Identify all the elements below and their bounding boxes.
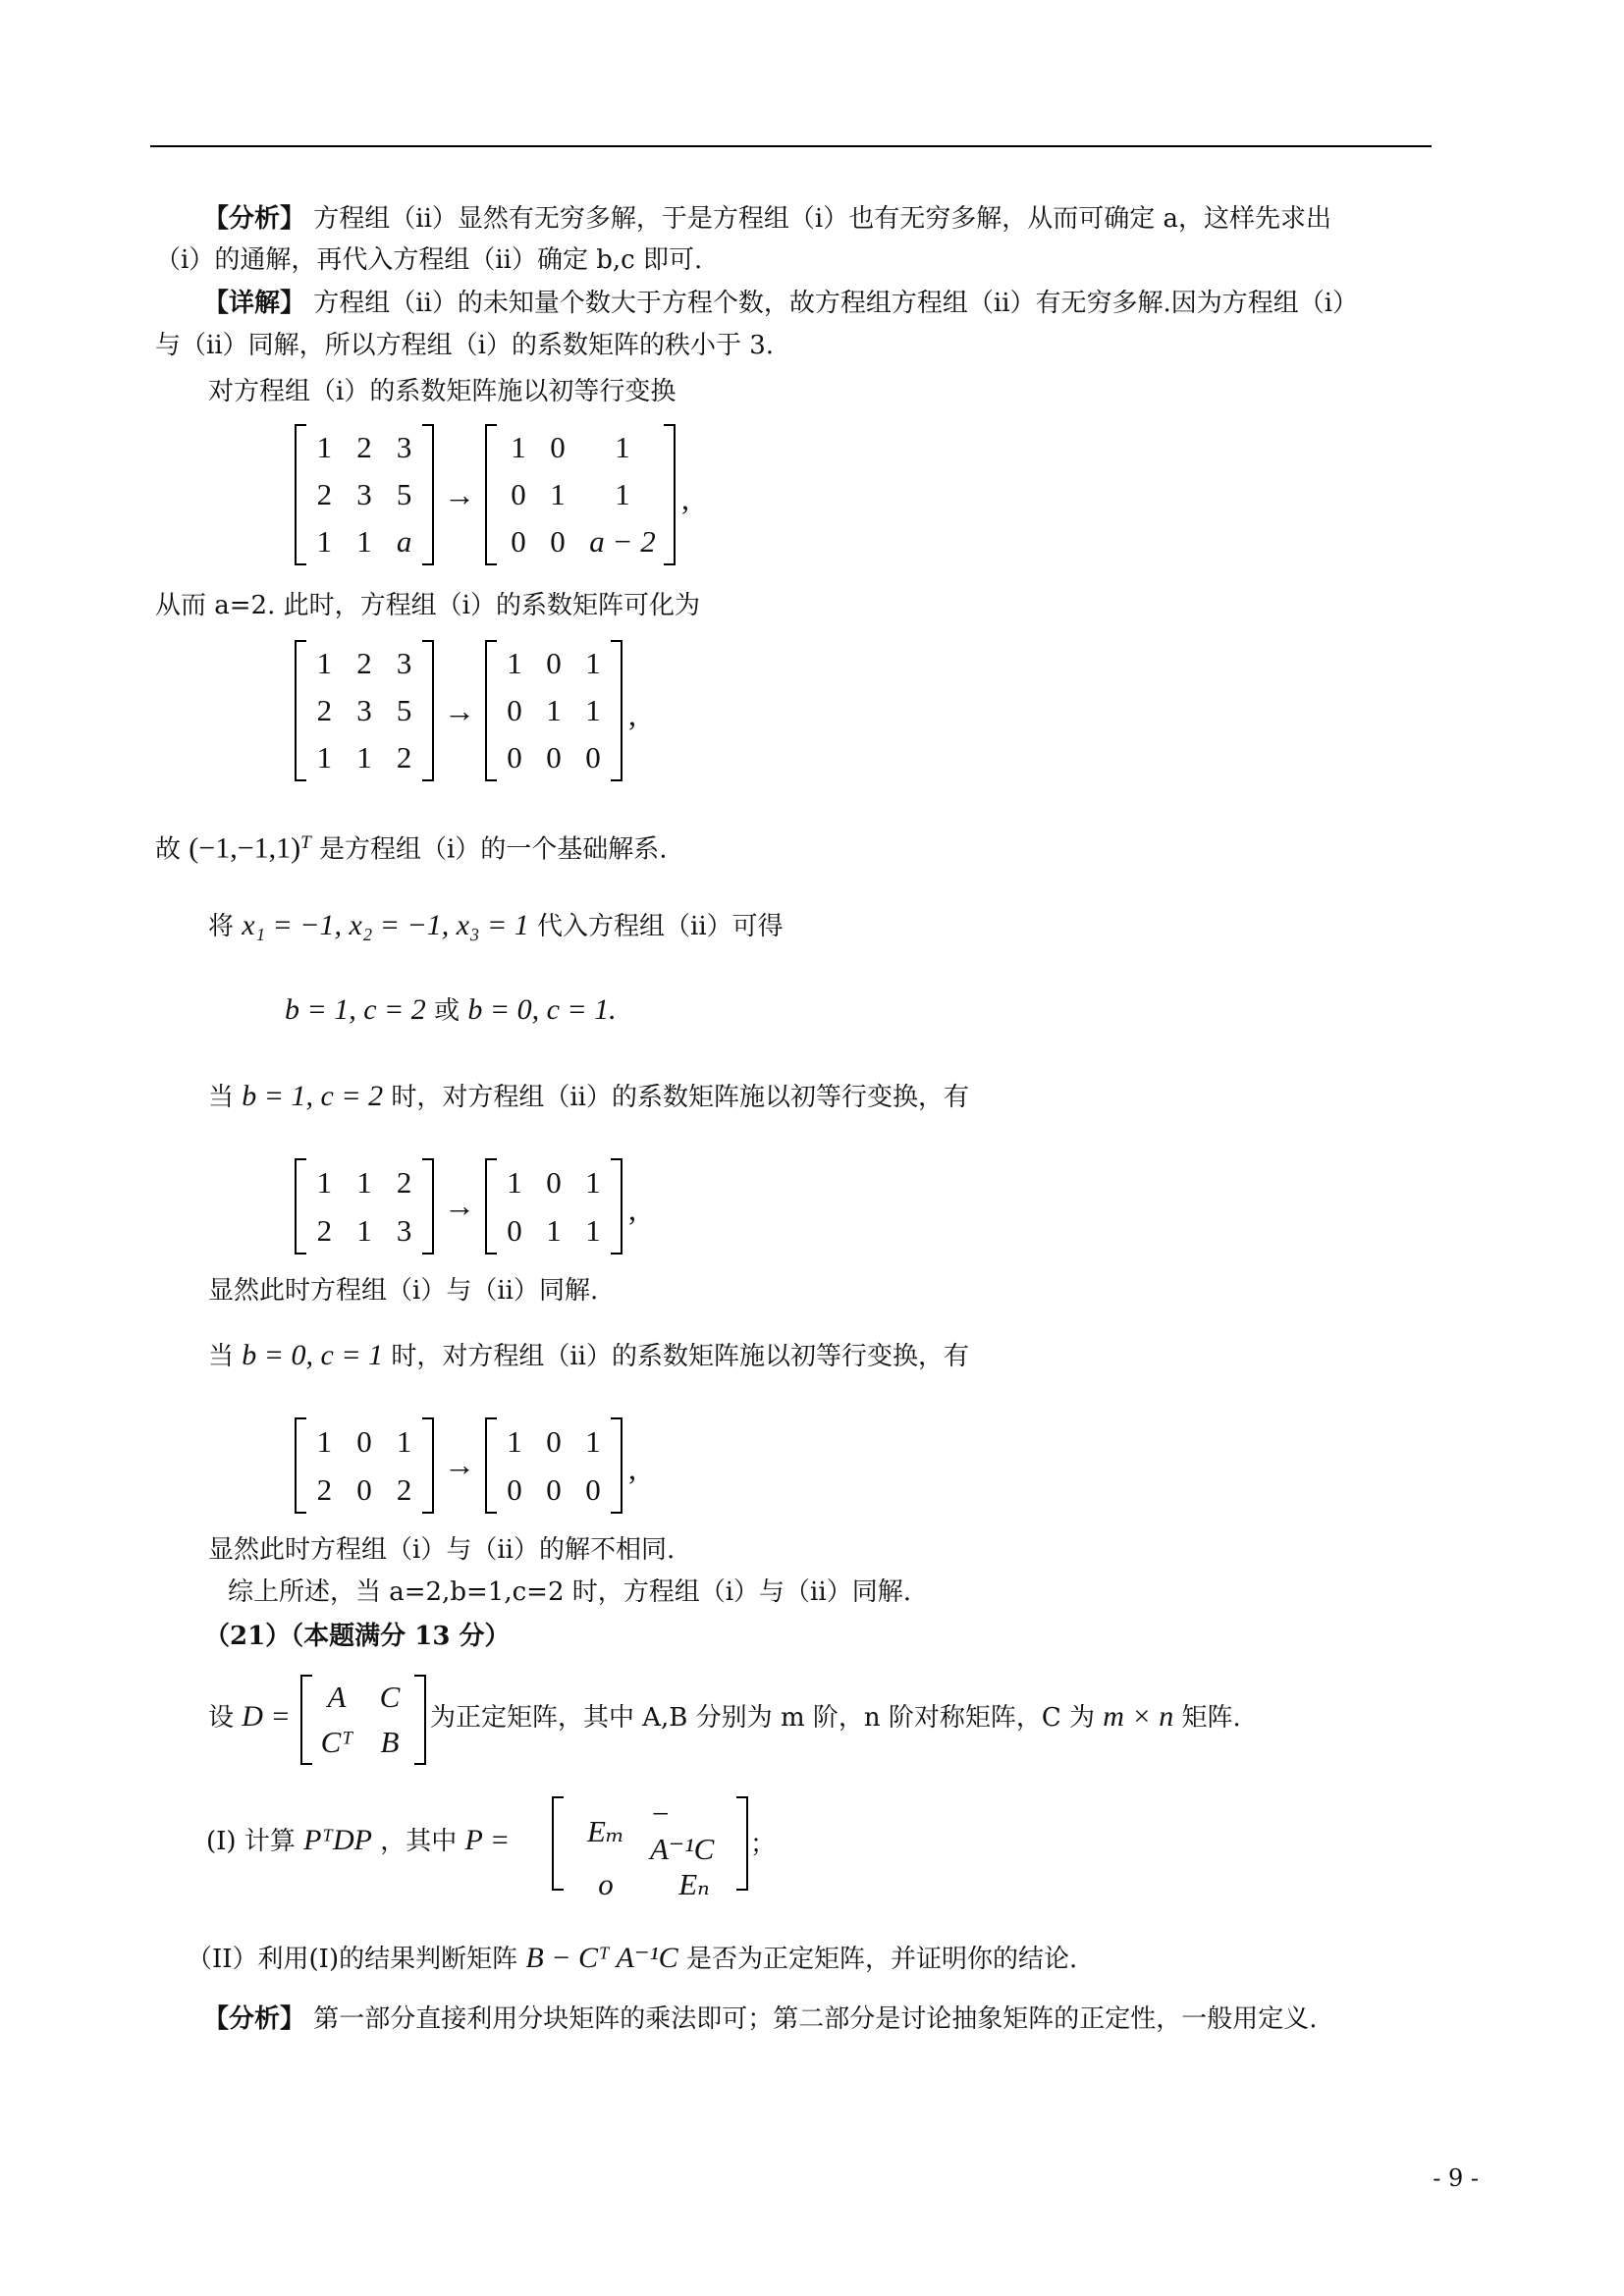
matrix-cell: 5 xyxy=(396,693,412,727)
case1-line xyxy=(208,1080,969,1114)
matrix-cell: a xyxy=(396,524,412,559)
basis-line xyxy=(155,827,668,867)
matrix-cell: Eₙ xyxy=(678,1867,710,1901)
substitution-math: x₁ = −1, x₂ = −1, x₃ = 1 xyxy=(242,909,529,941)
comma-m2: , xyxy=(628,697,636,732)
q21-part1-line xyxy=(206,1824,510,1858)
q21-D-label: D = xyxy=(242,1700,291,1733)
matrix-P xyxy=(552,1796,748,1901)
substitution-line xyxy=(208,909,784,943)
q21-part1-prefix: (I) 计算 xyxy=(206,1827,296,1856)
matrix-cell: B xyxy=(380,1725,400,1759)
case2-suffix: 时，对方程组（ii）的系数矩阵施以初等行变换，有 xyxy=(391,1342,969,1371)
matrix-cell: 0 xyxy=(507,693,522,727)
matrix-cell: 1 xyxy=(585,693,601,727)
matrix-cell: Eₘ xyxy=(587,1814,624,1848)
matrix-cell: 1 xyxy=(585,1423,601,1459)
matrix-cell: 0 xyxy=(585,1471,601,1507)
matrix-cell: 1 xyxy=(511,430,526,464)
q21-set-suffix-line xyxy=(430,1700,1241,1735)
matrix-cell: 3 xyxy=(396,646,412,680)
substitution-prefix: 将 xyxy=(208,912,235,941)
analysis2-text: 第一部分直接利用分块矩阵的乘法即可；第二部分是讨论抽象矩阵的正定性，一般用定义. xyxy=(313,2004,1318,2034)
q21-mn: m × n xyxy=(1103,1700,1174,1733)
matrix-cell: 0 xyxy=(511,477,526,511)
case1-suffix: 时，对方程组（ii）的系数矩阵施以初等行变换，有 xyxy=(391,1083,969,1112)
q21-set-end: 矩阵. xyxy=(1181,1703,1241,1733)
matrix-cell: 1 xyxy=(316,1423,333,1459)
matrix-cell: 1 xyxy=(615,477,630,511)
matrix-cell: 0 xyxy=(546,1423,562,1459)
matrix-cell: 0 xyxy=(507,1212,522,1248)
matrix-cell: 1 xyxy=(316,430,333,464)
matrix-cell: 1 xyxy=(316,524,333,559)
case2-conclusion: 显然此时方程组（i）与（ii）的解不相同. xyxy=(208,1535,676,1565)
matrix-m3-right xyxy=(485,1158,623,1255)
analysis-paragraph-line1 xyxy=(203,202,1331,236)
matrix-cell: 0 xyxy=(356,1423,372,1459)
matrix-m2-left xyxy=(295,640,434,781)
matrix-cell: − A⁻¹C xyxy=(650,1796,715,1866)
analysis-paragraph-line2: （i）的通解，再代入方程组（ii）确定 b,c 即可. xyxy=(155,245,703,275)
matrix-cell: 0 xyxy=(507,740,522,774)
matrix-cell: 0 xyxy=(546,646,562,680)
matrix-cell: 0 xyxy=(511,524,526,559)
basis-transpose: T xyxy=(300,832,311,853)
matrix-cell: 1 xyxy=(507,1164,522,1200)
detail-paragraph-line1 xyxy=(203,287,1358,320)
matrix-m4-right xyxy=(485,1417,623,1514)
matrix-cell: 1 xyxy=(615,430,630,464)
matrix-m2-right xyxy=(485,640,623,781)
matrix-cell: Cᵀ xyxy=(320,1725,353,1759)
matrix-cell: 1 xyxy=(550,477,566,511)
detail-text: 方程组（ii）的未知量个数大于方程个数，故方程组方程组（ii）有无穷多解.因为方程组（i） xyxy=(313,289,1359,318)
matrix-cell: 2 xyxy=(316,1471,333,1507)
matrix-cell: C xyxy=(379,1680,401,1714)
matrix-cell: 1 xyxy=(356,1164,372,1200)
basis-suffix: 是方程组（i）的一个基础解系. xyxy=(318,834,668,865)
arrow-m4: → xyxy=(444,1447,475,1482)
q21-part2-prefix: （II）利用(I)的结果判断矩阵 xyxy=(187,1945,518,1974)
q21-part2-line xyxy=(187,1942,1077,1976)
case1-prefix: 当 xyxy=(208,1083,235,1112)
matrix-cell: 1 xyxy=(585,1164,601,1200)
matrix-cell: 1 xyxy=(546,1212,562,1248)
summary-line: 综上所述，当 a=2,b=1,c=2 时，方程组（i）与（ii）同解. xyxy=(228,1577,911,1607)
matrix-cell: 0 xyxy=(546,740,562,774)
page-number: - 9 - xyxy=(1433,2164,1479,2192)
matrix-m4-left xyxy=(295,1417,434,1514)
comma-m1: , xyxy=(681,481,689,516)
analysis2-paragraph xyxy=(203,2002,1318,2036)
q21-P-label: P = xyxy=(464,1824,511,1856)
analysis-label: 【分析】 xyxy=(203,204,306,234)
matrix-cell: 1 xyxy=(507,646,522,680)
analysis-text: 方程组（ii）显然有无穷多解，于是方程组（i）也有无穷多解，从而可确定 a，这样先求出 xyxy=(313,204,1331,234)
matrix-cell: 2 xyxy=(396,1164,412,1200)
matrix-cell: 1 xyxy=(507,1423,522,1459)
q21-part1-mid: ，其中 xyxy=(380,1827,458,1856)
substitution-suffix: 代入方程组（ii）可得 xyxy=(537,912,784,941)
case2-math: b = 0, c = 1 xyxy=(242,1339,384,1371)
matrix-cell: 3 xyxy=(356,477,372,511)
bc-solution-2: b = 0, c = 1. xyxy=(467,993,617,1026)
case1-math: b = 1, c = 2 xyxy=(242,1080,384,1112)
arrow-m1: → xyxy=(444,477,475,512)
matrix-cell: 1 xyxy=(316,1164,333,1200)
matrix-cell: 1 xyxy=(356,524,372,559)
matrix-cell: 1 xyxy=(356,740,372,774)
matrix-m1-right xyxy=(485,424,676,565)
matrix-cell: 0 xyxy=(546,1164,562,1200)
comma-m4: , xyxy=(628,1451,636,1486)
matrix-cell: 2 xyxy=(316,693,333,727)
detail-paragraph-line2: 与（ii）同解，所以方程组（i）的系数矩阵的秩小于 3. xyxy=(155,331,775,360)
q21-set-suffix: 为正定矩阵，其中 A,B 分别为 m 阶，n 阶对称矩阵，C 为 xyxy=(430,1703,1096,1733)
matrix-cell: A xyxy=(327,1680,347,1714)
comma-m3: , xyxy=(628,1192,636,1227)
matrix-cell: 1 xyxy=(316,646,333,680)
matrix-D xyxy=(300,1675,426,1765)
basis-prefix: 故 xyxy=(155,834,182,865)
matrix-cell: 5 xyxy=(396,477,412,511)
matrix-cell: 1 xyxy=(585,1212,601,1248)
matrix-cell: 2 xyxy=(396,1471,412,1507)
matrix-cell: 1 xyxy=(585,646,601,680)
matrix-cell: 0 xyxy=(546,1471,562,1507)
q21-part2-math: B − Cᵀ A⁻¹C xyxy=(525,1942,678,1974)
matrix-cell: 0 xyxy=(550,524,566,559)
matrix-cell: o xyxy=(598,1867,614,1901)
matrix-m1-left xyxy=(295,424,434,565)
matrix-cell: a − 2 xyxy=(589,524,656,559)
matrix-cell: 1 xyxy=(546,693,562,727)
header-rule xyxy=(150,145,1432,147)
q21-PTDP: PᵀDP xyxy=(303,1824,372,1856)
q21-set-prefix-line xyxy=(208,1700,291,1735)
bc-or: 或 xyxy=(434,996,460,1026)
matrix-cell: 2 xyxy=(356,646,372,680)
matrix-cell: 2 xyxy=(396,740,412,774)
bc-solutions-line xyxy=(285,993,617,1028)
arrow-m3: → xyxy=(444,1188,475,1223)
q21-part1-end: ； xyxy=(750,1830,777,1859)
case1-conclusion: 显然此时方程组（i）与（ii）同解. xyxy=(208,1276,599,1306)
question-21-title: （21）（本题满分 13 分） xyxy=(204,1622,511,1651)
matrix-cell: 3 xyxy=(396,430,412,464)
matrix-cell: 2 xyxy=(356,430,372,464)
a-equals-line: 从而 a=2. 此时，方程组（i）的系数矩阵可化为 xyxy=(155,591,700,620)
matrix-cell: 1 xyxy=(316,740,333,774)
matrix-cell: 3 xyxy=(396,1212,412,1248)
matrix-cell: 0 xyxy=(585,740,601,774)
detail-label: 【详解】 xyxy=(203,289,306,318)
analysis2-label: 【分析】 xyxy=(203,2004,306,2034)
matrix-cell: 1 xyxy=(396,1423,412,1459)
bc-solution-1: b = 1, c = 2 xyxy=(285,993,426,1026)
matrix-cell: 0 xyxy=(550,430,566,464)
basis-vector: (−1,−1,1) xyxy=(189,831,301,865)
case2-line xyxy=(208,1339,969,1373)
matrix-cell: 3 xyxy=(356,693,372,727)
matrix-cell: 1 xyxy=(356,1212,372,1248)
case2-prefix: 当 xyxy=(208,1342,235,1371)
matrix-cell: 0 xyxy=(507,1471,522,1507)
matrix-m3-left xyxy=(295,1158,434,1255)
arrow-m2: → xyxy=(444,693,475,728)
q21-part2-suffix: 是否为正定矩阵，并证明你的结论. xyxy=(685,1945,1078,1974)
matrix-cell: 2 xyxy=(316,477,333,511)
detail-paragraph-line3: 对方程组（i）的系数矩阵施以初等行变换 xyxy=(208,377,677,406)
matrix-cell: 0 xyxy=(356,1471,372,1507)
q21-set-prefix: 设 xyxy=(208,1703,235,1733)
matrix-cell: 2 xyxy=(316,1212,333,1248)
